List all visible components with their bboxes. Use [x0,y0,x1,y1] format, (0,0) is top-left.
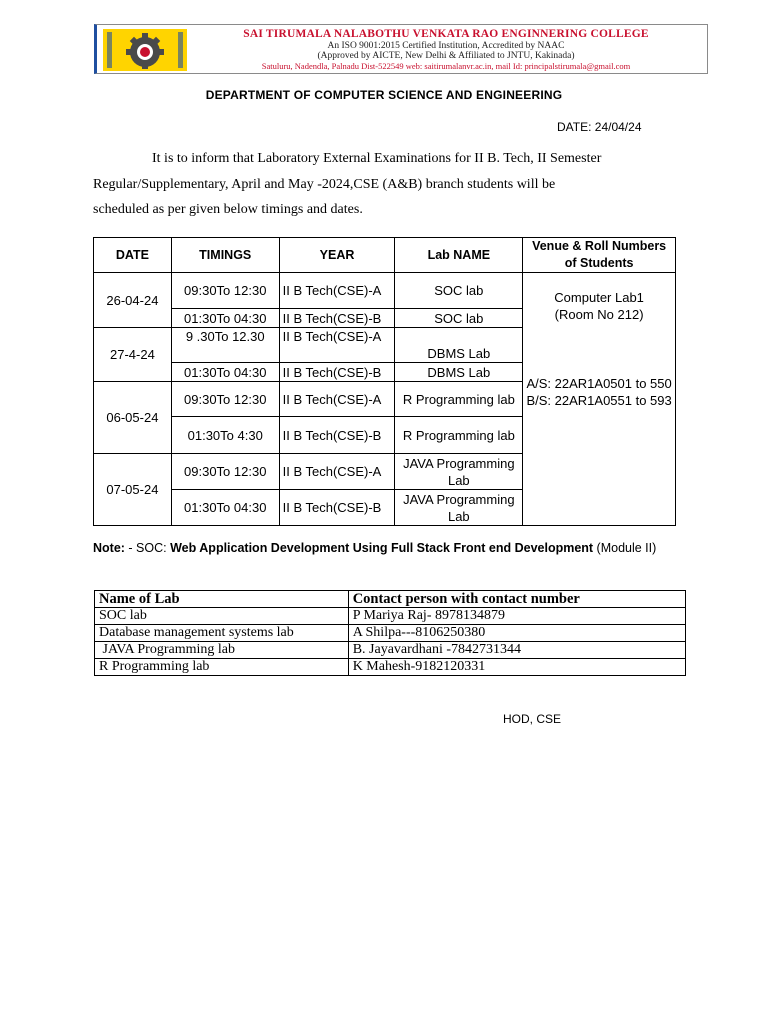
header-contact-person: Contact person with contact number [348,591,685,608]
timing-cell: 01:30To 04:30 [171,490,279,526]
department-title: DEPARTMENT OF COMPUTER SCIENCE AND ENGINEERING [205,88,563,102]
table-row [95,642,686,659]
timing-cell: 09:30To 12:30 [171,382,279,417]
date-cell: 07-05-24 [94,454,172,526]
lab-cell: DBMS Lab [395,363,523,382]
year-cell: II B Tech(CSE)-A [279,454,395,490]
year-cell: II B Tech(CSE)-B [279,490,395,526]
contact-cell: B. Jayavardhani -7842731344 [348,642,685,659]
lab-cell: R Programming lab [395,417,523,454]
lab-cell: DBMS Lab [395,328,523,363]
header-lab-name: Lab NAME [395,238,523,273]
note-prefix: - SOC: [124,541,171,555]
date-cell: 06-05-24 [94,382,172,454]
header-year: YEAR [279,238,395,273]
intro-paragraph [93,146,683,223]
lab-cell: JAVA Programming Lab [395,490,523,526]
address-line: Satuluru, Nadendla, Palnadu Dist-522549 web: saitirumalanvr.ac.in, mail Id: principalstirumala@gmail.com [261,61,631,71]
intro-line-3: scheduled as per given below timings and dates. [93,202,363,217]
header-venue: Venue & Roll Numbers of Students [523,238,676,273]
table-row [95,608,686,625]
contact-cell: A Shilpa---8106250380 [348,625,685,642]
venue-cell [523,273,676,526]
date-cell: 26-04-24 [94,273,172,328]
header-name-of-lab: Name of Lab [95,591,349,608]
year-cell: II B Tech(CSE)-A [279,382,395,417]
header-timings: TIMINGS [171,238,279,273]
table-row [94,273,676,309]
year-cell: II B Tech(CSE)-B [279,309,395,328]
letterhead-text [193,27,699,71]
timing-cell: 01:30To 4:30 [171,417,279,454]
schedule-header-row [94,238,676,273]
lab-cell: R Programming lab [395,382,523,417]
table-row [95,625,686,642]
timing-cell: 09:30To 12:30 [171,454,279,490]
intro-line-2: Regular/Supplementary, April and May -2024,CSE (A&B) branch students will be [93,176,556,192]
note-course-title: Web Application Development Using Full Stack Front end Development [170,541,594,555]
lab-name-cell: JAVA Programming lab [95,642,349,659]
lab-cell: SOC lab [395,273,523,309]
timing-cell: 9 .30To 12.30 [171,328,279,363]
table-row [95,659,686,676]
note-line [93,541,656,555]
lab-name-cell: SOC lab [95,608,349,625]
exam-schedule-table [93,237,676,526]
letterhead [94,24,708,74]
year-cell: II B Tech(CSE)-A [279,328,395,363]
timing-cell: 01:30To 04:30 [171,363,279,382]
approval-line: (Approved by AICTE, New Delhi & Affiliated to JNTU, Kakinada) [317,51,575,61]
year-cell: II B Tech(CSE)-B [279,417,395,454]
contacts-table [94,590,686,676]
hod-signature: HOD, CSE [503,712,562,726]
venue-line-2: (Room No 212) [554,307,644,322]
note-suffix: (Module II) [593,541,657,555]
lab-cell: SOC lab [395,309,523,328]
header-date: DATE [94,238,172,273]
notice-date: DATE: 24/04/24 [557,120,642,134]
accreditation-line: An ISO 9001:2015 Certified Institution, Accredited by NAAC [327,41,565,51]
contact-cell: P Mariya Raj- 8978134879 [348,608,685,625]
lab-name-cell: Database management systems lab [95,625,349,642]
venue-line-1: Computer Lab1 [554,290,644,305]
roll-numbers-a: A/S: 22AR1A0501 to 550 [526,376,672,391]
college-name: SAI TIRUMALA NALABOTHU VENKATA RAO ENGINNERING COLLEGE [243,28,649,40]
note-label: Note: [93,541,125,555]
timing-cell: 01:30To 04:30 [171,309,279,328]
timing-cell: 09:30To 12:30 [171,273,279,309]
year-cell: II B Tech(CSE)-A [279,273,395,309]
date-cell: 27-4-24 [94,328,172,382]
intro-line-1: It is to inform that Laboratory External Examinations for II B. Tech, II Semester [152,151,602,166]
roll-numbers-b: B/S: 22AR1A0551 to 593 [526,393,672,408]
contact-cell: K Mahesh-9182120331 [348,659,685,676]
lab-cell: JAVA Programming Lab [395,454,523,490]
year-cell: II B Tech(CSE)-B [279,363,395,382]
lab-name-cell: R Programming lab [95,659,349,676]
college-logo [103,29,187,71]
contacts-header-row [95,591,686,608]
